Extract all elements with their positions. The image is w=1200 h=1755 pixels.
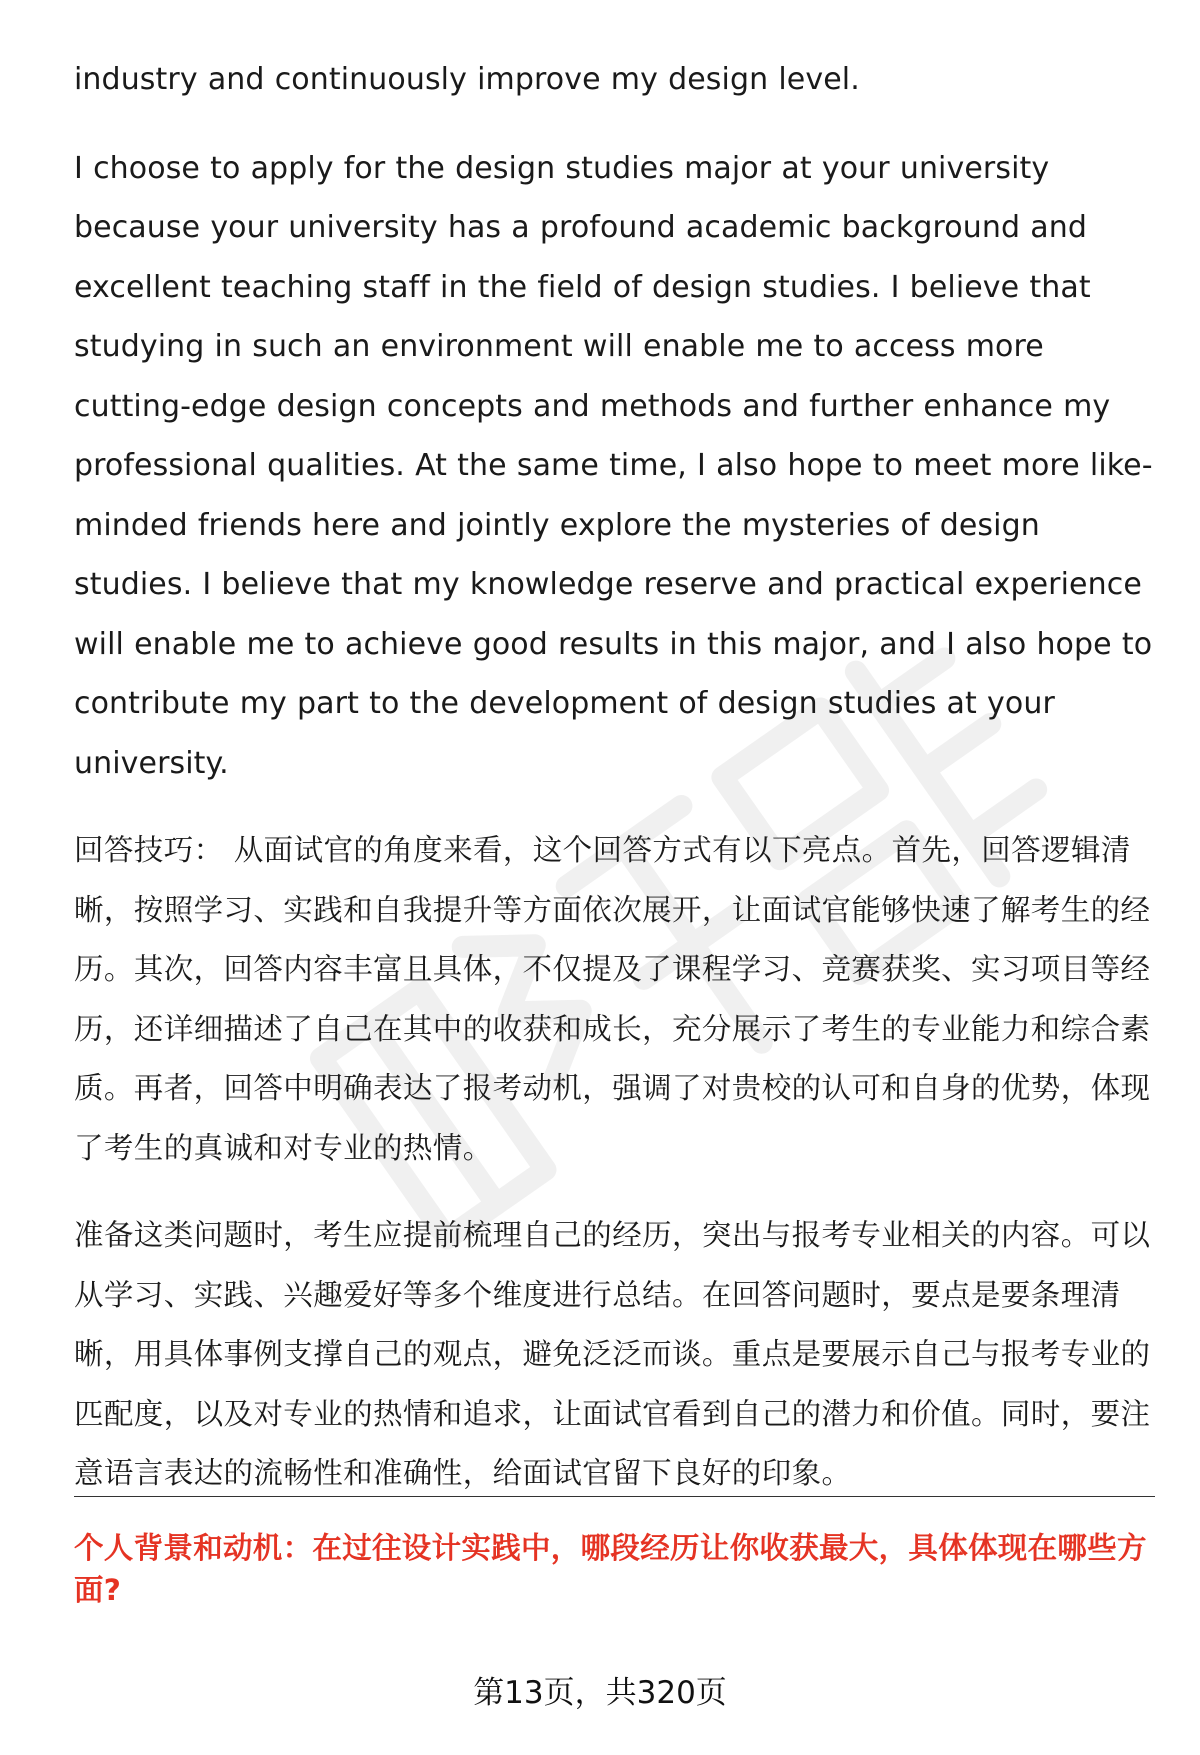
paragraph-motivation: I choose to apply for the design studies major at your university because your university has a profound academic background and excellent teaching staff in the field of design studies. I believe that studying in such an environment will enable me to access more cutting-edge design concepts and methods and further enhance my professional qualities. At the same time, I also hope to meet more like-minded friends here and jointly explore the mysteries of design studies. I believe that my knowledge reserve and practical experience will enable me to achieve good results in this major, and I also hope to contribute my part to the development of design studies at your university. xyxy=(74,150,1153,781)
paragraph-continuation: industry and continuously improve my design level. xyxy=(74,62,860,97)
section-divider xyxy=(74,1496,1155,1497)
main-content xyxy=(74,50,1154,1504)
next-question-heading: 个人背景和动机：在过往设计实践中，哪段经历让你收获最大，具体体现在哪些方面? xyxy=(74,1531,1147,1607)
page-number-footer: 第13页，共320页 xyxy=(473,1675,727,1711)
paragraph-answer-tips: 回答技巧： 从面试官的角度来看，这个回答方式有以下亮点。首先，回答逻辑清晰，按照学习、实践和自我提升等方面依次展开，让面试官能够快速了解考生的经历。其次，回答内容丰富且具体，不仅提及了课程学习、竞赛获奖、实习项目等经历，还详细描述了自己在其中的收获和成长，充分展示了考生的专业能力和综合素质。再者，回答中明确表达了报考动机，强调了对贵校的认可和自身的优势，体现了考生的真诚和对专业的热情。 xyxy=(74,833,1151,1165)
paragraph-preparation-advice: 准备这类问题时，考生应提前梳理自己的经历，突出与报考专业相关的内容。可以从学习、实践、兴趣爱好等多个维度进行总结。在回答问题时，要点是要条理清晰，用具体事例支撑自己的观点，避免泛泛而谈。重点是要展示自己与报考专业的匹配度，以及对专业的热情和追求，让面试官看到自己的潜力和价值。同时，要注意语言表达的流畅性和准确性，给面试官留下良好的印象。 xyxy=(74,1218,1151,1490)
